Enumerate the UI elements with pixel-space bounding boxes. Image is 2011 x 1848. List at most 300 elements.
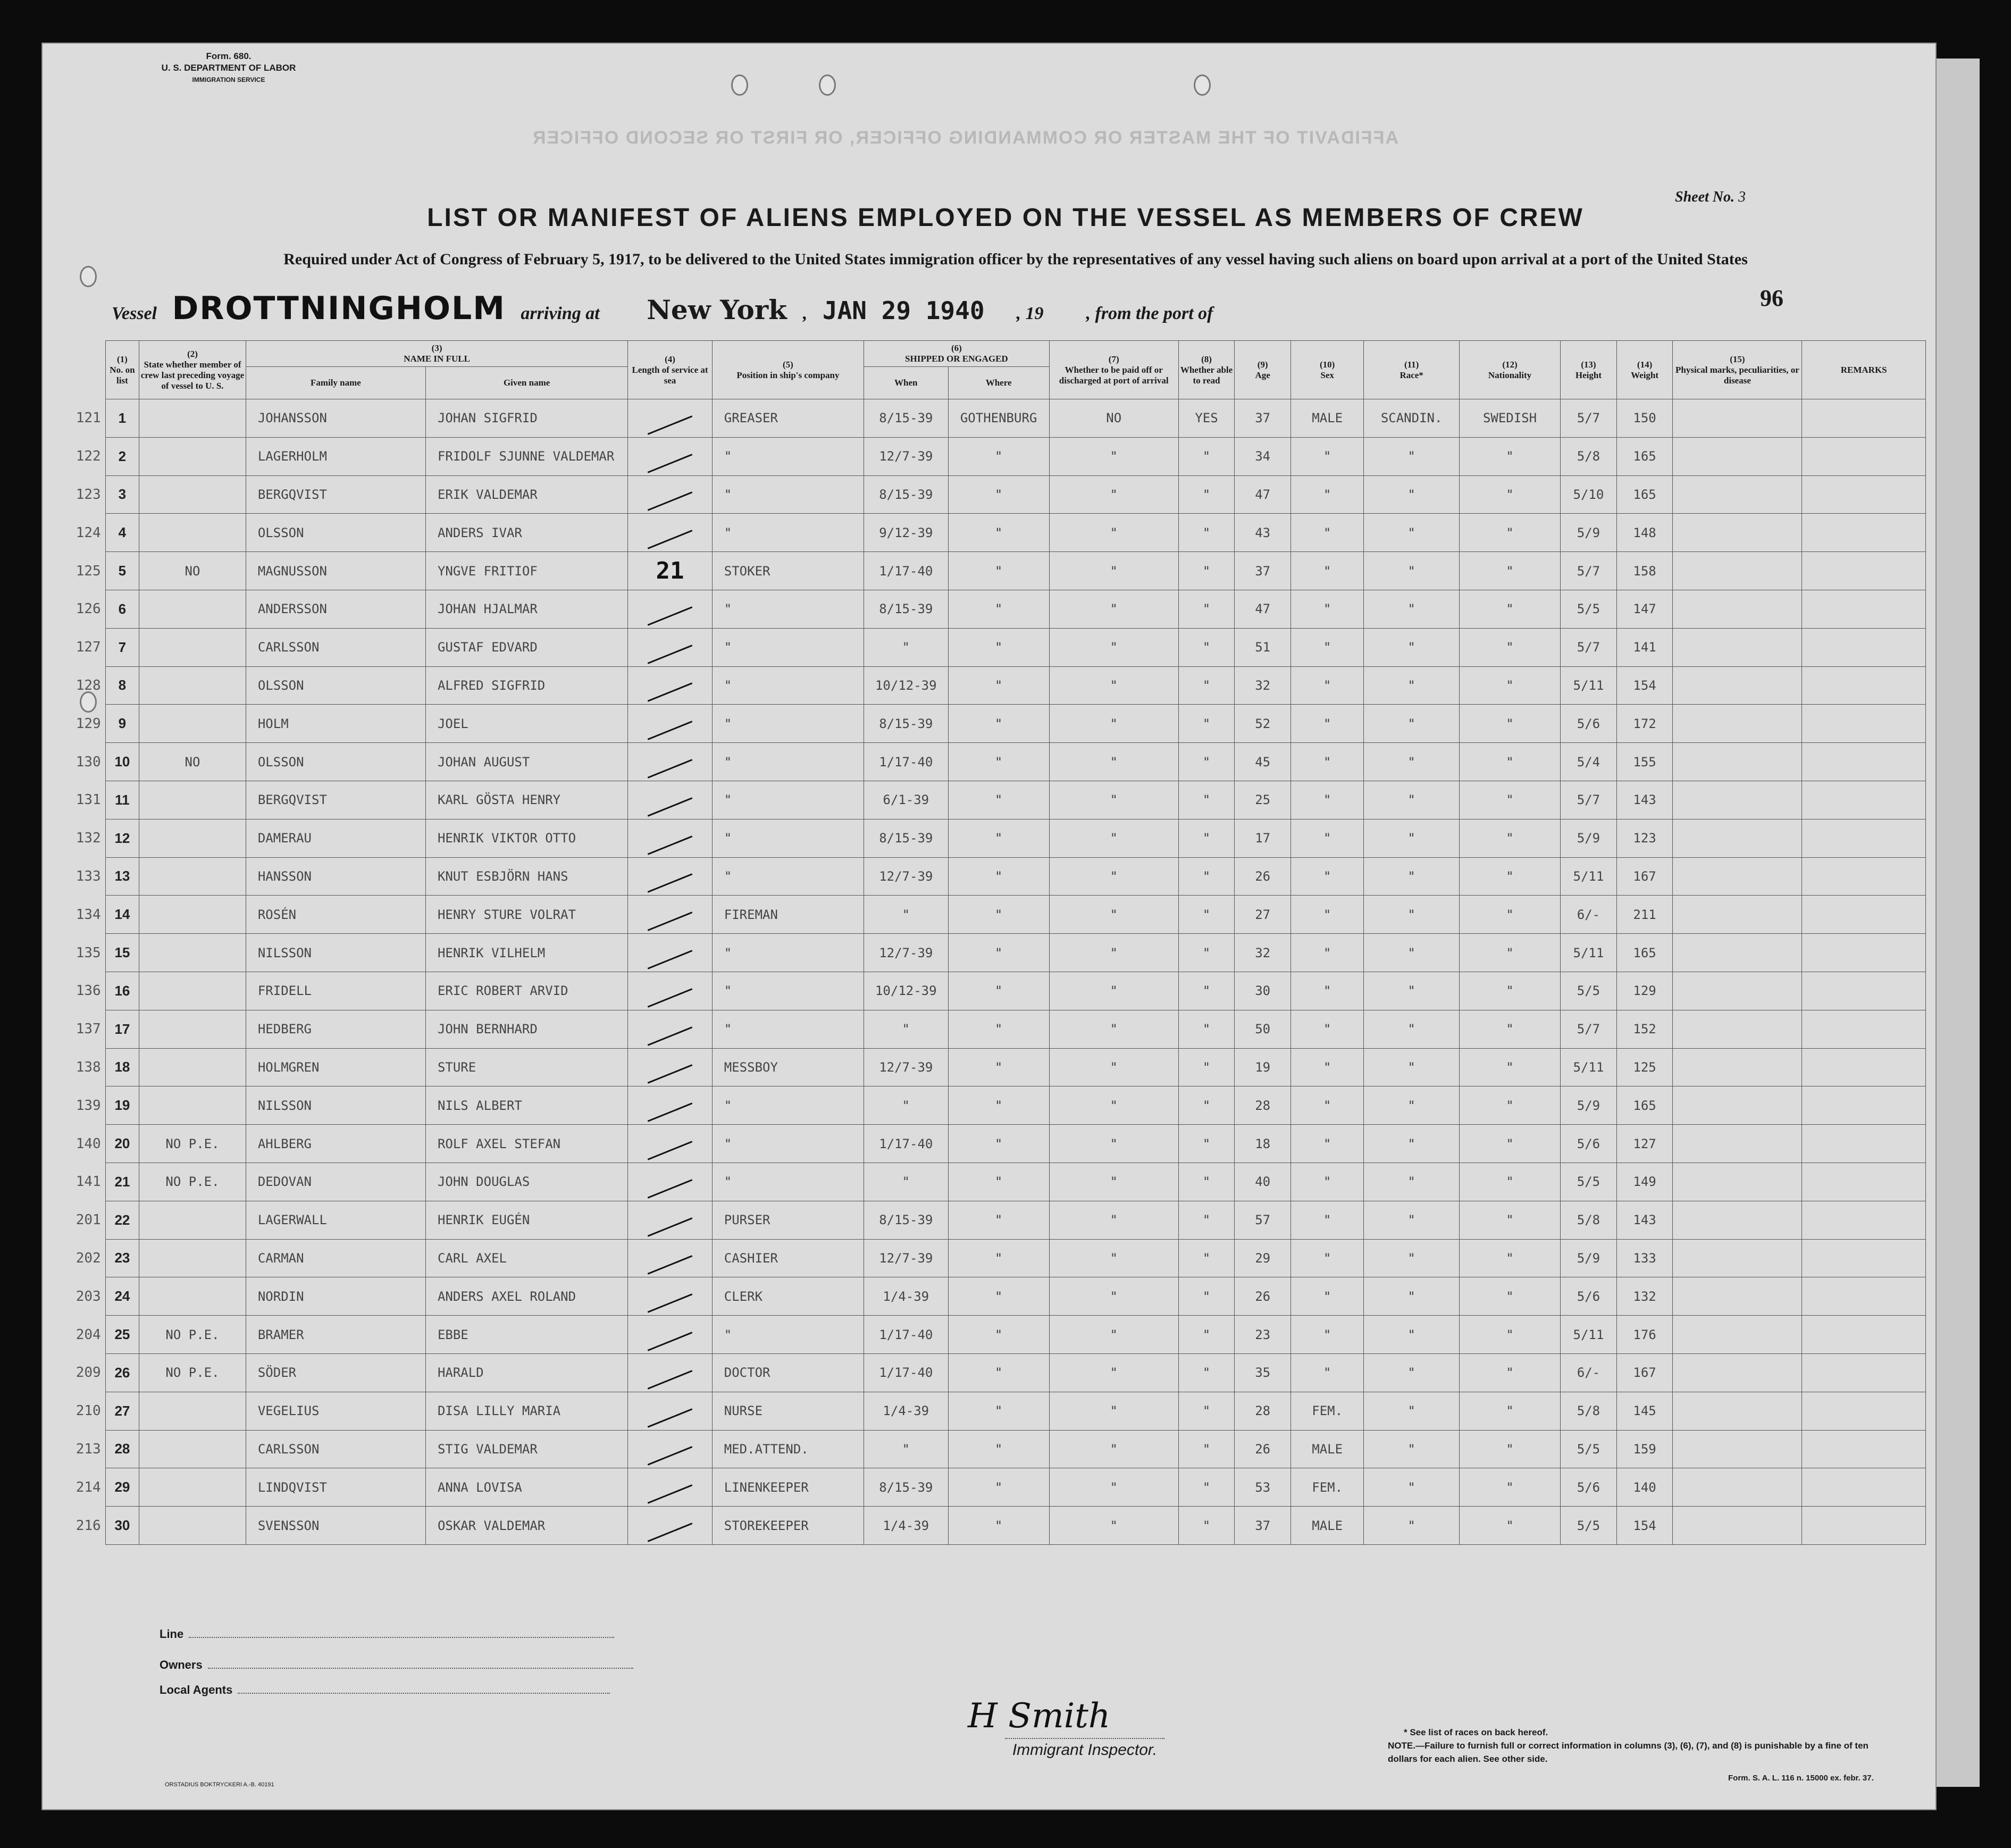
list-number-cell: 11 (105, 781, 139, 819)
previous-voyage-cell (139, 705, 246, 743)
table-row (44, 437, 1926, 475)
previous-voyage-cell (139, 781, 246, 819)
age-cell: 19 (1235, 1048, 1291, 1086)
weight-cell: 140 (1616, 1468, 1673, 1507)
family-name-cell: BERGQVIST (246, 781, 425, 819)
height-cell: 5/5 (1561, 972, 1617, 1010)
height-cell: 5/11 (1561, 857, 1617, 896)
length-of-service-cell (628, 1353, 712, 1392)
shipped-where-cell: " (948, 1010, 1049, 1048)
shipped-when-cell: " (864, 1010, 948, 1048)
weight-cell: 123 (1616, 819, 1673, 857)
weight-cell: 176 (1616, 1316, 1673, 1354)
position-cell: " (712, 972, 864, 1010)
previous-voyage-cell (139, 819, 246, 857)
physical-marks-cell (1673, 514, 1802, 552)
col-position: (5) Position in ship's company (712, 341, 864, 399)
nationality-cell: " (1459, 819, 1560, 857)
physical-marks-cell (1673, 743, 1802, 781)
physical-marks-cell (1673, 934, 1802, 972)
year-label: 19 (1025, 304, 1044, 323)
paid-off-cell: " (1049, 819, 1178, 857)
tick-mark (648, 950, 693, 969)
nationality-cell: SWEDISH (1459, 399, 1560, 438)
sex-cell: " (1291, 819, 1363, 857)
sex-cell: " (1291, 1125, 1363, 1163)
previous-voyage-cell (139, 514, 246, 552)
physical-marks-cell (1673, 1239, 1802, 1277)
previous-voyage-cell: NO P.E. (139, 1125, 246, 1163)
punch-hole (731, 74, 748, 96)
height-cell: 5/11 (1561, 666, 1617, 705)
shipped-when-cell: 12/7-39 (864, 1048, 948, 1086)
col-when: When (864, 367, 948, 399)
family-name-cell: HOLM (246, 705, 425, 743)
age-cell: 25 (1235, 781, 1291, 819)
previous-voyage-cell: NO (139, 552, 246, 590)
race-cell: " (1364, 819, 1460, 857)
physical-marks-cell (1673, 819, 1802, 857)
tick-mark (648, 606, 693, 625)
tick-mark (648, 988, 693, 1007)
footer-owners-field (160, 1658, 633, 1672)
height-cell: 5/7 (1561, 781, 1617, 819)
race-cell: " (1364, 1507, 1460, 1545)
previous-voyage-cell (139, 666, 246, 705)
paid-off-cell: " (1049, 1392, 1178, 1430)
family-name-cell: NILSSON (246, 1086, 425, 1125)
length-of-service-cell (628, 1163, 712, 1201)
weight-cell: 143 (1616, 1201, 1673, 1239)
age-cell: 40 (1235, 1163, 1291, 1201)
position-cell: STOREKEEPER (712, 1507, 864, 1545)
able-to-read-cell: " (1178, 1392, 1235, 1430)
shipped-when-cell: 6/1-39 (864, 781, 948, 819)
weight-cell: 172 (1616, 705, 1673, 743)
age-cell: 47 (1235, 590, 1291, 628)
position-cell: " (712, 666, 864, 705)
sex-cell: " (1291, 705, 1363, 743)
age-cell: 32 (1235, 666, 1291, 705)
age-cell: 30 (1235, 972, 1291, 1010)
weight-cell: 133 (1616, 1239, 1673, 1277)
previous-voyage-cell (139, 1086, 246, 1125)
physical-marks-cell (1673, 475, 1802, 514)
race-cell: " (1364, 781, 1460, 819)
line-number-cell: 214 (76, 1479, 101, 1495)
able-to-read-cell: " (1178, 1277, 1235, 1316)
physical-marks-cell (1673, 1430, 1802, 1468)
paid-off-cell: " (1049, 552, 1178, 590)
nationality-cell: " (1459, 1468, 1560, 1507)
age-cell: 47 (1235, 475, 1291, 514)
weight-cell: 165 (1616, 475, 1673, 514)
given-name-cell: ALFRED SIGFRID (425, 666, 627, 705)
line-number-cell: 124 (76, 524, 101, 541)
list-number-cell: 2 (105, 437, 139, 475)
family-name-cell: MAGNUSSON (246, 552, 425, 590)
line-number-cell: 210 (76, 1403, 101, 1419)
height-cell: 5/9 (1561, 1086, 1617, 1125)
line-number-cell: 132 (76, 830, 101, 847)
page-subtitle: Required under Act of Congress of February 5, 1917, to be delivered to the United States immigration officer by the representatives of any vessel having such aliens on board upon arrival at a port of the United States (283, 250, 1748, 268)
col-where: Where (948, 367, 1049, 399)
physical-marks-cell (1673, 972, 1802, 1010)
line-number-cell: 141 (76, 1174, 101, 1190)
table-row (44, 934, 1926, 972)
sex-cell: " (1291, 743, 1363, 781)
family-name-cell: FRIDELL (246, 972, 425, 1010)
race-cell: " (1364, 475, 1460, 514)
list-number-cell: 3 (105, 475, 139, 514)
length-of-service-cell (628, 514, 712, 552)
weight-cell: 158 (1616, 552, 1673, 590)
position-cell: MED.ATTEND. (712, 1430, 864, 1468)
shipped-where-cell: " (948, 781, 1049, 819)
table-row (44, 552, 1926, 590)
races-note: * See list of races on back hereof. (1404, 1727, 1548, 1737)
tick-mark (648, 1102, 693, 1122)
position-cell: STOKER (712, 552, 864, 590)
list-number-cell: 30 (105, 1507, 139, 1545)
previous-voyage-cell: NO P.E. (139, 1353, 246, 1392)
family-name-cell: ANDERSSON (246, 590, 425, 628)
physical-marks-cell (1673, 1277, 1802, 1316)
shipped-where-cell: " (948, 514, 1049, 552)
vessel-label: Vessel (112, 304, 157, 323)
race-cell: " (1364, 1468, 1460, 1507)
family-name-cell: CARMAN (246, 1239, 425, 1277)
position-cell: CASHIER (712, 1239, 864, 1277)
remarks-cell (1802, 743, 1926, 781)
height-cell: 5/5 (1561, 1163, 1617, 1201)
remarks-cell (1802, 1507, 1926, 1545)
given-name-cell: ERIC ROBERT ARVID (425, 972, 627, 1010)
length-of-service-cell: 21 (628, 552, 712, 590)
position-cell: " (712, 1163, 864, 1201)
family-name-cell: JOHANSSON (246, 399, 425, 438)
race-cell: " (1364, 896, 1460, 934)
height-cell: 5/6 (1561, 1277, 1617, 1316)
shipped-where-cell: " (948, 1507, 1049, 1545)
nationality-cell: " (1459, 437, 1560, 475)
table-row (44, 666, 1926, 705)
family-name-cell: VEGELIUS (246, 1392, 425, 1430)
previous-voyage-cell (139, 972, 246, 1010)
line-number-cell: 131 (76, 792, 101, 808)
remarks-cell (1802, 857, 1926, 896)
position-cell: " (712, 1316, 864, 1354)
position-cell: PURSER (712, 1201, 864, 1239)
given-name-cell: JOHN DOUGLAS (425, 1163, 627, 1201)
height-cell: 5/10 (1561, 475, 1617, 514)
nationality-cell: " (1459, 590, 1560, 628)
crew-manifest-table (44, 340, 1926, 1545)
sex-cell: " (1291, 475, 1363, 514)
race-cell: " (1364, 1201, 1460, 1239)
line-number-cell: 216 (76, 1517, 101, 1534)
race-cell: " (1364, 514, 1460, 552)
able-to-read-cell: " (1178, 857, 1235, 896)
nationality-cell: " (1459, 1163, 1560, 1201)
table-row (44, 1277, 1926, 1316)
height-cell: 5/5 (1561, 590, 1617, 628)
length-of-service-cell (628, 1392, 712, 1430)
table-row (44, 1201, 1926, 1239)
line-number-cell: 213 (76, 1441, 101, 1457)
line-gutter-header (44, 341, 105, 399)
list-number-cell: 27 (105, 1392, 139, 1430)
table-row (44, 1353, 1926, 1392)
nationality-cell: " (1459, 1086, 1560, 1125)
given-name-cell: DISA LILLY MARIA (425, 1392, 627, 1430)
position-cell: " (712, 705, 864, 743)
given-name-cell: NILS ALBERT (425, 1086, 627, 1125)
sex-cell: " (1291, 857, 1363, 896)
remarks-cell (1802, 1430, 1926, 1468)
list-number-cell: 4 (105, 514, 139, 552)
shipped-when-cell: 8/15-39 (864, 819, 948, 857)
given-name-cell: HARALD (425, 1353, 627, 1392)
length-of-service-cell (628, 437, 712, 475)
nationality-cell: " (1459, 666, 1560, 705)
date-stamp: JAN 29 1940 (822, 296, 985, 325)
shipped-when-cell: 8/15-39 (864, 590, 948, 628)
age-cell: 28 (1235, 1086, 1291, 1125)
line-number-cell: 201 (76, 1212, 101, 1228)
position-cell: " (712, 628, 864, 666)
table-row (44, 1048, 1926, 1086)
able-to-read-cell: " (1178, 1086, 1235, 1125)
paid-off-cell: " (1049, 1430, 1178, 1468)
physical-marks-cell (1673, 628, 1802, 666)
weight-cell: 125 (1616, 1048, 1673, 1086)
nationality-cell: " (1459, 1048, 1560, 1086)
family-name-cell: LAGERHOLM (246, 437, 425, 475)
shipped-when-cell: 12/7-39 (864, 857, 948, 896)
length-of-service-cell (628, 819, 712, 857)
line-number-cell: 140 (76, 1135, 101, 1152)
race-cell: " (1364, 705, 1460, 743)
page-number: 96 (1760, 285, 1783, 311)
shipped-where-cell: " (948, 1277, 1049, 1316)
tick-mark (648, 1332, 693, 1351)
remarks-cell (1802, 1163, 1926, 1201)
remarks-cell (1802, 972, 1926, 1010)
race-cell: " (1364, 1430, 1460, 1468)
tick-mark (648, 1408, 693, 1427)
col-shipped-engaged: (6) SHIPPED OR ENGAGED (864, 341, 1050, 367)
physical-marks-cell (1673, 781, 1802, 819)
length-of-service-cell (628, 399, 712, 438)
family-name-cell: LINDQVIST (246, 1468, 425, 1507)
position-cell: " (712, 781, 864, 819)
given-name-cell: JOHAN AUGUST (425, 743, 627, 781)
remarks-cell (1802, 781, 1926, 819)
remarks-cell (1802, 1125, 1926, 1163)
position-cell: " (712, 590, 864, 628)
paid-off-cell: " (1049, 1201, 1178, 1239)
paid-off-cell: " (1049, 857, 1178, 896)
length-of-service-cell (628, 896, 712, 934)
shipped-when-cell: 12/7-39 (864, 934, 948, 972)
list-number-cell: 16 (105, 972, 139, 1010)
nationality-cell: " (1459, 743, 1560, 781)
sex-cell: " (1291, 1277, 1363, 1316)
shipped-when-cell: " (864, 1086, 948, 1125)
shipped-where-cell: " (948, 1316, 1049, 1354)
given-name-cell: HENRIK EUGÉN (425, 1201, 627, 1239)
height-cell: 6/- (1561, 896, 1617, 934)
given-name-cell: STIG VALDEMAR (425, 1430, 627, 1468)
given-name-cell: FRIDOLF SJUNNE VALDEMAR (425, 437, 627, 475)
shipped-when-cell: 12/7-39 (864, 437, 948, 475)
able-to-read-cell: YES (1178, 399, 1235, 438)
shipped-where-cell: " (948, 705, 1049, 743)
paid-off-cell: " (1049, 628, 1178, 666)
race-cell: " (1364, 1392, 1460, 1430)
length-of-service-cell (628, 1239, 712, 1277)
family-name-cell: HEDBERG (246, 1010, 425, 1048)
previous-voyage-cell (139, 437, 246, 475)
physical-marks-cell (1673, 1316, 1802, 1354)
position-cell: CLERK (712, 1277, 864, 1316)
paid-off-cell: " (1049, 896, 1178, 934)
age-cell: 26 (1235, 1277, 1291, 1316)
age-cell: 26 (1235, 1430, 1291, 1468)
length-of-service-cell (628, 628, 712, 666)
remarks-cell (1802, 475, 1926, 514)
remarks-cell (1802, 1316, 1926, 1354)
previous-voyage-cell (139, 934, 246, 972)
age-cell: 32 (1235, 934, 1291, 972)
department-name: U. S. DEPARTMENT OF LABOR (161, 63, 296, 73)
printer-imprint: ORSTADIUS BOKTRYCKERI A.-B. 40191 (165, 1782, 274, 1788)
given-name-cell: ANDERS IVAR (425, 514, 627, 552)
height-cell: 5/11 (1561, 934, 1617, 972)
family-name-cell: DEDOVAN (246, 1163, 425, 1201)
race-cell: " (1364, 1010, 1460, 1048)
given-name-cell: ERIK VALDEMAR (425, 475, 627, 514)
physical-marks-cell (1673, 896, 1802, 934)
arriving-port: New York (647, 294, 787, 325)
length-of-service-cell (628, 1507, 712, 1545)
paid-off-cell: " (1049, 1316, 1178, 1354)
list-number-cell: 10 (105, 743, 139, 781)
list-number-cell: 12 (105, 819, 139, 857)
tick-mark (648, 1026, 693, 1046)
line-number-cell: 129 (76, 715, 101, 732)
length-of-service-cell (628, 934, 712, 972)
height-cell: 5/7 (1561, 628, 1617, 666)
sex-cell: " (1291, 1239, 1363, 1277)
paid-off-cell: " (1049, 1010, 1178, 1048)
physical-marks-cell (1673, 1353, 1802, 1392)
table-row (44, 857, 1926, 896)
given-name-cell: JOHN BERNHARD (425, 1010, 627, 1048)
height-cell: 5/8 (1561, 437, 1617, 475)
length-of-service-cell (628, 1430, 712, 1468)
sex-cell: MALE (1291, 1507, 1363, 1545)
tick-mark (648, 1065, 693, 1084)
previous-voyage-cell: NO (139, 743, 246, 781)
paid-off-cell: " (1049, 437, 1178, 475)
family-name-cell: ROSÉN (246, 896, 425, 934)
line-number-cell: 202 (76, 1250, 101, 1266)
form-reference (122, 51, 335, 86)
col-given-name: Given name (425, 367, 627, 399)
sex-cell: " (1291, 1163, 1363, 1201)
shipped-where-cell: " (948, 857, 1049, 896)
shipped-where-cell: " (948, 819, 1049, 857)
shipped-where-cell: " (948, 475, 1049, 514)
shipped-where-cell: " (948, 1353, 1049, 1392)
nationality-cell: " (1459, 1392, 1560, 1430)
age-cell: 57 (1235, 1201, 1291, 1239)
weight-cell: 147 (1616, 590, 1673, 628)
previous-voyage-cell (139, 1048, 246, 1086)
length-of-service-cell (628, 1277, 712, 1316)
remarks-cell (1802, 705, 1926, 743)
given-name-cell: GUSTAF EDVARD (425, 628, 627, 666)
weight-cell: 132 (1616, 1277, 1673, 1316)
able-to-read-cell: " (1178, 1048, 1235, 1086)
shipped-when-cell: 1/17-40 (864, 1125, 948, 1163)
line-number-cell: 127 (76, 639, 101, 656)
given-name-cell: HENRIK VIKTOR OTTO (425, 819, 627, 857)
physical-marks-cell (1673, 1507, 1802, 1545)
previous-voyage-cell (139, 475, 246, 514)
table-row (44, 819, 1926, 857)
sheet-no-label: Sheet No. (1675, 189, 1735, 205)
position-cell: " (712, 514, 864, 552)
age-cell: 23 (1235, 1316, 1291, 1354)
tick-mark (648, 1217, 693, 1236)
remarks-cell (1802, 1353, 1926, 1392)
physical-marks-cell (1673, 590, 1802, 628)
physical-marks-cell (1673, 1201, 1802, 1239)
col-name-in-full: (3) NAME IN FULL (246, 341, 627, 367)
height-cell: 5/8 (1561, 1201, 1617, 1239)
tick-mark (648, 530, 693, 549)
able-to-read-cell: " (1178, 781, 1235, 819)
sex-cell: " (1291, 1353, 1363, 1392)
col-age: (9) Age (1235, 341, 1291, 399)
remarks-cell (1802, 666, 1926, 705)
physical-marks-cell (1673, 1163, 1802, 1201)
sex-cell: " (1291, 934, 1363, 972)
col-remarks: REMARKS (1802, 341, 1926, 399)
paid-off-cell: " (1049, 934, 1178, 972)
shipped-where-cell: " (948, 896, 1049, 934)
physical-marks-cell (1673, 1010, 1802, 1048)
nationality-cell: " (1459, 1125, 1560, 1163)
shipped-when-cell: " (864, 1430, 948, 1468)
table-row (44, 514, 1926, 552)
tick-mark (648, 683, 693, 702)
height-cell: 5/11 (1561, 1316, 1617, 1354)
nationality-cell: " (1459, 896, 1560, 934)
paid-off-cell: " (1049, 743, 1178, 781)
table-row (44, 972, 1926, 1010)
paid-off-cell: " (1049, 972, 1178, 1010)
height-cell: 5/5 (1561, 1430, 1617, 1468)
line-number-cell: 126 (76, 601, 101, 617)
line-number-cell: 138 (76, 1059, 101, 1075)
previous-voyage-cell (139, 1277, 246, 1316)
table-row (44, 1010, 1926, 1048)
tick-mark (648, 454, 693, 473)
